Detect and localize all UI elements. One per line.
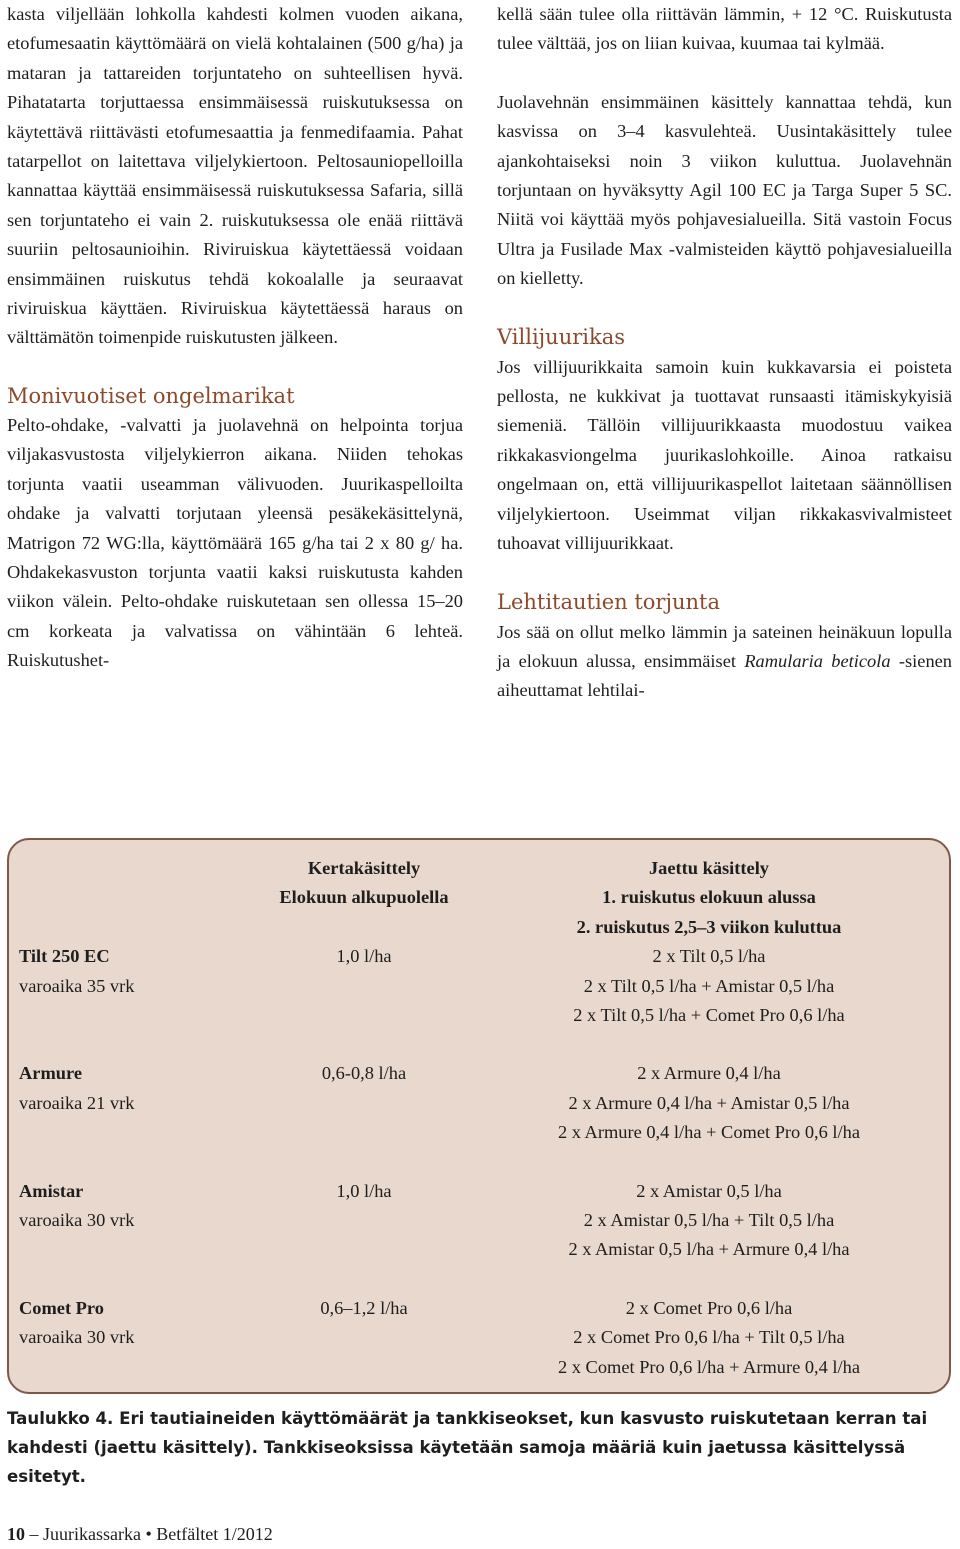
table-row bbox=[19, 1294, 939, 1382]
table-row bbox=[19, 1059, 939, 1147]
split-dose: 2 x Comet Pro 0,6 l/ha bbox=[625, 1297, 793, 1318]
table-caption: Taulukko 4. Eri tautiaineiden käyttömäärät ja tankkiseokset, kun kasvusto ruiskutetaan kerran tai kahdesti (jaettu käsittely). Tankkiseoksissa käytetään samoja määriä kuin jaetussa käsittelyssä esitetyt. bbox=[7, 1409, 928, 1486]
tank-mix: 2 x Amistar 0,5 l/ha + Tilt 0,5 l/ha bbox=[583, 1210, 835, 1231]
single-dose: 0,6–1,2 l/ha bbox=[320, 1297, 408, 1318]
table-row bbox=[19, 1177, 939, 1265]
body-paragraph: Pelto-ohdake, -valvatti ja juolavehnä on helpointa torjua viljakasvustosta viljelykierron aikana. Niiden tehokas torjunta vaatii useamman välivuoden. Juurikaspelloilta ohdake ja valvatti torjutaan yleensä pesäkekäsittelynä, Matrigon 72 WG:lla, käyttömäärä 165 g/ha tai 2 x 80 g/ ha. Ohdakekasvuston torjunta vaatii kaksi ruiskutusta kahden viikon välein. Pelto-ohdake ruiskutetaan sen ollessa 15–20 cm korkeata ja valvatissa on vähintään 6 lehteä. Ruiskutushet- bbox=[7, 414, 463, 671]
species-name: Ramularia beticola bbox=[744, 650, 891, 671]
single-dose: 1,0 l/ha bbox=[336, 946, 392, 967]
waiting-period: varoaika 21 vrk bbox=[19, 1092, 135, 1113]
fungicide-table bbox=[19, 854, 939, 1382]
tank-mix: 2 x Amistar 0,5 l/ha + Armure 0,4 l/ha bbox=[568, 1239, 850, 1260]
edition: Betfältet 1/2012 bbox=[156, 1524, 273, 1544]
product-name: Armure bbox=[19, 1063, 82, 1084]
product-name: Amistar bbox=[19, 1180, 84, 1201]
product-name: Comet Pro bbox=[19, 1297, 104, 1318]
publication-name: Juurikassarka bbox=[43, 1524, 141, 1544]
body-paragraph: Jos villijuurikkaita samoin kuin kukkavarsia ei poisteta pellosta, ne kukkivat ja tuottavat runsaasti itämiskykyisiä siemeniä. Tällöin villijuurikkaasta muodostuu vaikea rikkakasviongelma juurikaslohkoille. Ainoa ratkaisu ongelmaan on, että villijuurikaspellot laitetaan säännöllisen viljelykiertoon. Useimmat viljan rikkakasvivalmisteet tuhoavat villijuurikkaat. bbox=[497, 356, 952, 554]
body-paragraph: kasta viljellään lohkolla kahdesti kolmen vuoden aikana, etofumesaatin käyttömäärä on vielä kohtalainen (500 g/ha) ja mataran ja tattareiden torjuntateho on suhteellisen hyvä. Pihatatarta torjuttaessa ensimmäisessä ruiskutuksessa on käytettävä riittävästi etofumesaattia ja fenmedifaamia. Pahat tatarpellot on laitettava viljelykiertoon. Peltosauniopelloilla kannattaa käyttää ensimmäisessä ruiskutuksessa Safaria, sillä sen torjuntateho ei vain 2. ruiskutuksessa ole enää riittävä suuriin peltosaunioihin. Riviruiskua käytettäessä voidaan ensimmäinen ruiskutus tehdä kokoalalle ja seuraavat riviruiskua käyttäen. Riviruiskua käytettäessä haraus on välttämätön toimenpide ruiskutusten jälkeen. bbox=[7, 4, 463, 348]
tank-mix: 2 x Armure 0,4 l/ha + Amistar 0,5 l/ha bbox=[568, 1092, 850, 1113]
header-split-treatment: Jaettu käsittely 1. ruiskutus elokuun alussa 2. ruiskutus 2,5–3 viikon kuluttua bbox=[576, 858, 842, 937]
table-row bbox=[19, 942, 939, 1030]
waiting-period: varoaika 30 vrk bbox=[19, 1327, 135, 1348]
split-dose: 2 x Armure 0,4 l/ha bbox=[637, 1063, 781, 1084]
body-paragraph: Jos sää on ollut melko lämmin ja sateinen heinäkuun lopulla ja elokuun alussa, ensimmäiset Ramularia beticola -sienen aiheuttamat lehtilai- bbox=[497, 621, 952, 701]
left-column bbox=[7, 0, 463, 676]
tank-mix: 2 x Armure 0,4 l/ha + Comet Pro 0,6 l/ha bbox=[557, 1122, 861, 1143]
tank-mix: 2 x Tilt 0,5 l/ha + Comet Pro 0,6 l/ha bbox=[573, 1005, 845, 1026]
waiting-period: varoaika 30 vrk bbox=[19, 1210, 135, 1231]
body-paragraph: Juolavehnän ensimmäinen käsittely kannattaa tehdä, kun kasvissa on 3–4 kasvulehteä. Uusintakäsittely tulee ajankohtaiseksi noin 3 viikon kuluttua. Juolavehnän torjuntaan on hyväksytty Agil 100 EC ja Targa Super 5 SC. Niitä voi käyttää myös pohjavesialueilla. Sitä vastoin Focus Ultra ja Fusilade Max -valmisteiden käyttö pohjavesialueilla on kielletty. bbox=[497, 91, 952, 289]
page-footer: 10 – Juurikassarka • Betfältet 1/2012 bbox=[7, 1524, 273, 1544]
page-number: 10 bbox=[7, 1524, 25, 1544]
tank-mix: 2 x Tilt 0,5 l/ha + Amistar 0,5 l/ha bbox=[583, 975, 835, 996]
section-heading-leaf-disease: Lehtitautien torjunta bbox=[497, 589, 720, 614]
section-heading-wild-beet: Villijuurikas bbox=[497, 324, 625, 349]
single-dose: 1,0 l/ha bbox=[336, 1180, 392, 1201]
section-heading-perennial-weeds: Monivuotiset ongelmarikat bbox=[7, 383, 295, 408]
product-name: Tilt 250 EC bbox=[19, 946, 110, 967]
body-paragraph: kellä sään tulee olla riittävän lämmin, + 12 °C. Ruiskutusta tulee välttää, jos on liian kuivaa, kuumaa tai kylmää. bbox=[497, 4, 952, 54]
tank-mix: 2 x Comet Pro 0,6 l/ha + Tilt 0,5 l/ha bbox=[573, 1327, 845, 1348]
header-single-treatment: Kertakäsittely Elokuun alkupuolella bbox=[279, 858, 449, 908]
single-dose: 0,6-0,8 l/ha bbox=[321, 1063, 407, 1084]
table-header-row bbox=[19, 854, 939, 942]
right-column bbox=[497, 0, 952, 706]
tank-mix: 2 x Comet Pro 0,6 l/ha + Armure 0,4 l/ha bbox=[557, 1356, 861, 1377]
waiting-period: varoaika 35 vrk bbox=[19, 975, 135, 996]
split-dose: 2 x Tilt 0,5 l/ha bbox=[652, 946, 766, 967]
bullet-separator: • bbox=[145, 1524, 152, 1544]
split-dose: 2 x Amistar 0,5 l/ha bbox=[636, 1180, 782, 1201]
fungicide-table-box bbox=[7, 838, 951, 1394]
